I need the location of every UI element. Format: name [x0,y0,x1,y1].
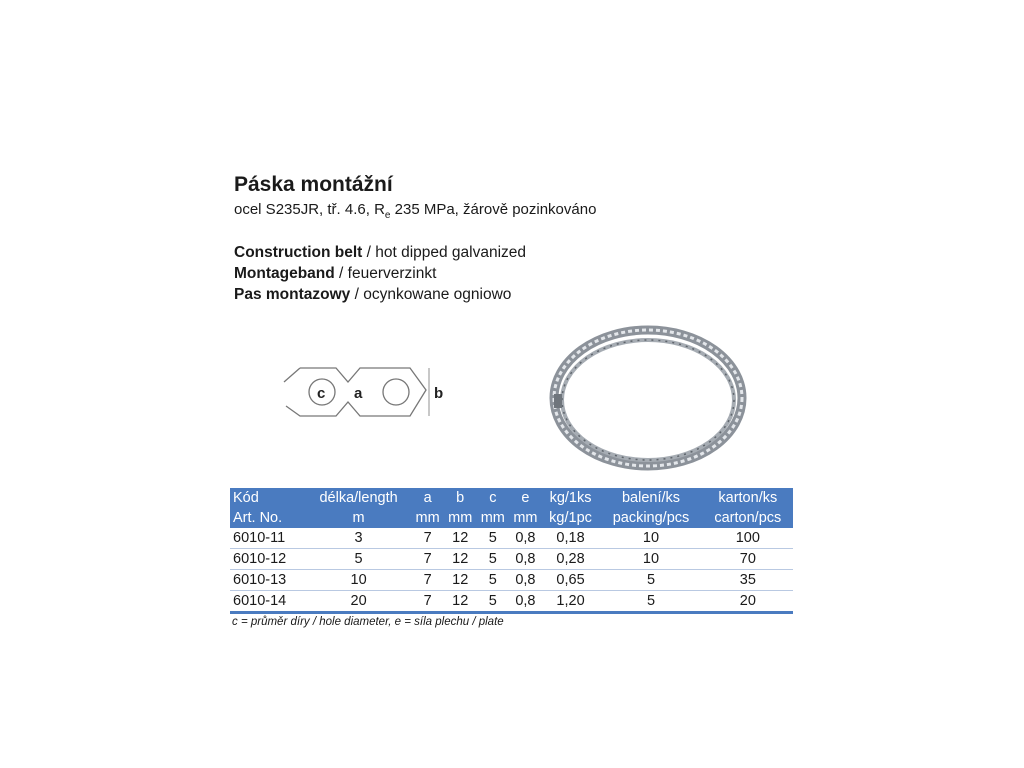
product-subtitle [234,201,596,221]
cell-length: 10 [350,572,367,588]
th-a: a [423,490,432,506]
cell-a: 7 [423,551,432,567]
cell-c: 5 [488,593,497,609]
th2-c: mm [480,510,505,526]
table-row [230,549,793,570]
cell-code: 6010-13 [233,572,287,588]
translation-en: Construction belt / hot dipped galvanized [234,244,527,261]
coiled-band-photo [548,318,748,478]
th2-length: m [352,510,365,526]
cell-carton: 35 [739,572,756,588]
strip-diagram [282,360,452,424]
label-c: c [317,385,326,402]
cell-b: 12 [452,572,469,588]
cell-carton: 100 [735,530,760,546]
cell-c: 5 [488,551,497,567]
cell-carton: 20 [739,593,756,609]
cell-e: 0,8 [515,530,536,546]
translations-block [234,242,526,305]
subtitle-subscript: e [384,210,391,221]
th-length: délka/length [319,490,398,506]
product-title: Páska montážní [234,173,393,196]
cell-a: 7 [423,572,432,588]
th2-b: mm [448,510,473,526]
cell-code: 6010-12 [233,551,287,567]
cell-b: 12 [452,593,469,609]
th-packing: balení/ks [621,490,681,506]
th2-packing: packing/pcs [612,510,690,526]
subtitle-before: ocel S235JR, tř. 4.6, R [234,201,385,218]
label-a: a [354,385,363,402]
table-header-row-1 [230,488,793,508]
cell-e: 0,8 [515,551,536,567]
coil-ring-inner [562,340,734,460]
th2-a: mm [415,510,440,526]
cell-c: 5 [488,572,497,588]
table-row [230,570,793,591]
product-table [230,488,793,614]
hole-right [383,379,409,405]
label-b: b [434,385,444,402]
th-carton: karton/ks [718,490,778,506]
cell-weight: 0,28 [556,551,585,567]
cell-b: 12 [452,551,469,567]
strip-top-left [284,368,300,382]
th-e: e [521,490,530,506]
th2-code: Art. No. [233,510,283,526]
cell-carton: 70 [739,551,756,567]
th-c: c [489,490,497,506]
footnote: c = průměr díry / hole diameter, e = síla plechu / plate [232,616,504,628]
cell-code: 6010-11 [233,530,286,546]
cell-length: 3 [354,530,363,546]
th2-e: mm [513,510,538,526]
translation-de: Montageband / feuerverzinkt [234,265,437,282]
th2-weight: kg/1pc [549,510,592,526]
cell-packing: 10 [642,551,660,567]
cell-length: 20 [350,593,367,609]
th-code: Kód [233,490,259,506]
coil-clip [554,394,562,408]
th2-carton: carton/pcs [714,510,782,526]
th-b: b [456,490,465,506]
table-header-row-2 [230,508,793,528]
subtitle-after: 235 MPa, žárově pozinkováno [390,201,597,218]
cell-packing: 10 [642,530,660,546]
cell-a: 7 [423,530,432,546]
cell-weight: 1,20 [556,593,585,609]
cell-a: 7 [423,593,432,609]
cell-c: 5 [488,530,497,546]
cell-weight: 0,18 [556,530,585,546]
cell-packing: 5 [646,593,656,609]
cell-e: 0,8 [515,572,536,588]
table-row [230,528,793,549]
cell-code: 6010-14 [233,593,287,609]
cell-b: 12 [452,530,469,546]
translation-pl: Pas montazowy / ocynkowane ogniowo [234,286,512,303]
table-row [230,591,793,613]
cell-weight: 0,65 [556,572,585,588]
th-weight: kg/1ks [549,490,592,506]
cell-length: 5 [354,551,363,567]
cell-e: 0,8 [515,593,536,609]
cell-packing: 5 [646,572,656,588]
